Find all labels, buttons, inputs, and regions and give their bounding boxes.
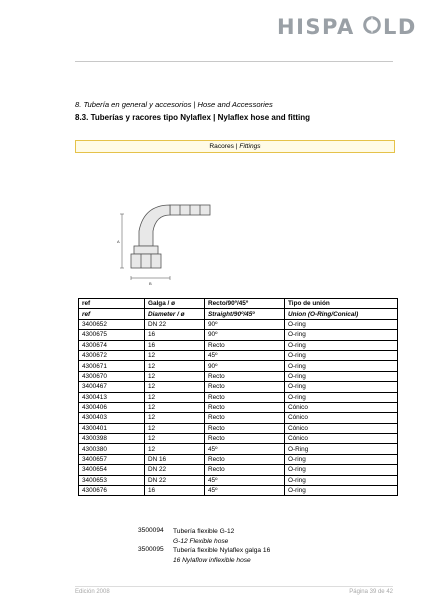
table-cell: Recto	[205, 434, 285, 444]
logo-ring-icon	[363, 16, 381, 34]
table-cell: 4300406	[79, 402, 145, 412]
section-title: 8. Tubería en general y accesorios | Hose and Accessories	[75, 100, 273, 109]
footer-divider	[75, 586, 393, 587]
table-cell: 45º	[205, 350, 285, 360]
subheader-cell: Union (O-Ring/Conical)	[285, 309, 398, 319]
table-cell: 4300401	[79, 423, 145, 433]
fittings-banner	[75, 140, 395, 153]
table-row	[79, 340, 398, 350]
table-cell: O-ring	[285, 392, 398, 402]
table-cell: 12	[145, 350, 205, 360]
table-cell: 12	[145, 402, 205, 412]
hose-desc-es: Tubería flexible G-12	[173, 528, 235, 535]
table-cell: 90º	[205, 330, 285, 340]
table-cell: 3400652	[79, 319, 145, 329]
header-cell: ref	[79, 299, 145, 309]
hose-item	[138, 546, 270, 565]
hose-ref: 3500094	[138, 527, 164, 534]
header-divider	[75, 61, 393, 62]
table-row	[79, 350, 398, 360]
table-cell: Cónico	[285, 402, 398, 412]
header-cell: Tipo de unión	[285, 299, 398, 309]
fittings-label-es: Racores |	[209, 143, 240, 150]
table-cell: O-ring	[285, 319, 398, 329]
table-cell: 4300403	[79, 413, 145, 423]
table-row	[79, 434, 398, 444]
table-cell: 4300671	[79, 361, 145, 371]
table-cell: 90º	[205, 319, 285, 329]
hose-ref: 3500095	[138, 546, 164, 553]
table-cell: 16	[145, 340, 205, 350]
table-cell: O-Ring	[285, 444, 398, 454]
table-cell: 4300413	[79, 392, 145, 402]
elbow-fitting-drawing	[114, 196, 214, 292]
table-cell: O-ring	[285, 486, 398, 496]
table-cell: 45º	[205, 475, 285, 485]
table-cell: 4300398	[79, 434, 145, 444]
table-cell: 45º	[205, 486, 285, 496]
table-cell: 4300675	[79, 330, 145, 340]
table-cell: Recto	[205, 402, 285, 412]
table-subheader-row	[79, 309, 398, 319]
table-row	[79, 402, 398, 412]
table-row	[79, 330, 398, 340]
table-cell: O-ring	[285, 361, 398, 371]
table-cell: 4300670	[79, 371, 145, 381]
table-cell: DN 22	[145, 465, 205, 475]
table-cell: Cónico	[285, 423, 398, 433]
page-number: Página 39 de 42	[349, 589, 393, 595]
table-row	[79, 444, 398, 454]
table-cell: 90º	[205, 361, 285, 371]
subheader-cell: Diameter / ø	[145, 309, 205, 319]
table-row	[79, 454, 398, 464]
logo-text-end: LD	[383, 15, 417, 39]
edition-label: Edición 2008	[75, 589, 110, 595]
table-cell: 3400467	[79, 382, 145, 392]
table-cell: 3400654	[79, 465, 145, 475]
table-cell: DN 22	[145, 475, 205, 485]
table-cell: 12	[145, 413, 205, 423]
dim-a-label: A	[117, 239, 120, 244]
table-cell: 12	[145, 371, 205, 381]
subheader-cell: Straight/90º/45º	[205, 309, 285, 319]
table-cell: O-ring	[285, 371, 398, 381]
table-cell: O-ring	[285, 465, 398, 475]
dim-b-label: B	[149, 281, 152, 286]
table-cell: 3400657	[79, 454, 145, 464]
hose-item	[138, 527, 270, 546]
table-row	[79, 465, 398, 475]
table-row	[79, 423, 398, 433]
table-cell: Cónico	[285, 413, 398, 423]
table-cell: O-ring	[285, 382, 398, 392]
table-cell: Cónico	[285, 434, 398, 444]
subheader-cell: ref	[79, 309, 145, 319]
hose-desc-en: 16 Nylaflow inflexible hose	[173, 556, 251, 564]
hispacold-logo	[277, 14, 417, 40]
table-cell: O-ring	[285, 340, 398, 350]
table-cell: DN 16	[145, 454, 205, 464]
table-cell: Recto	[205, 465, 285, 475]
table-cell: 12	[145, 392, 205, 402]
table-cell: 16	[145, 486, 205, 496]
table-cell: Recto	[205, 454, 285, 464]
table-cell: Recto	[205, 371, 285, 381]
header-cell: Galga / ø	[145, 299, 205, 309]
hose-list	[138, 527, 270, 565]
table-cell: 45º	[205, 444, 285, 454]
table-cell: O-ring	[285, 330, 398, 340]
hose-desc-es: Tubería flexible Nylaflex galga 16	[173, 547, 271, 554]
table-row	[79, 361, 398, 371]
table-cell: 4300674	[79, 340, 145, 350]
table-cell: Recto	[205, 423, 285, 433]
table-row	[79, 486, 398, 496]
table-cell: 12	[145, 423, 205, 433]
table-cell: O-ring	[285, 454, 398, 464]
subsection-title: 8.3. Tuberías y racores tipo Nylaflex | Nylaflex hose and fitting	[75, 113, 311, 122]
table-cell: O-ring	[285, 475, 398, 485]
table-row	[79, 475, 398, 485]
fittings-table	[78, 298, 398, 496]
table-cell: Recto	[205, 413, 285, 423]
table-row	[79, 371, 398, 381]
table-cell: O-ring	[285, 350, 398, 360]
table-cell: 4300676	[79, 486, 145, 496]
table-cell: Recto	[205, 392, 285, 402]
table-cell: 12	[145, 361, 205, 371]
header-cell: Recto/90º/45º	[205, 299, 285, 309]
table-cell: Recto	[205, 382, 285, 392]
table-cell: 4300380	[79, 444, 145, 454]
table-cell: 4300672	[79, 350, 145, 360]
table-row	[79, 382, 398, 392]
table-cell: 12	[145, 434, 205, 444]
table-cell: DN 22	[145, 319, 205, 329]
table-cell: 12	[145, 444, 205, 454]
table-row	[79, 392, 398, 402]
table-row	[79, 319, 398, 329]
table-cell: 16	[145, 330, 205, 340]
fittings-label-en: Fittings	[239, 143, 261, 150]
table-cell: 12	[145, 382, 205, 392]
hose-desc-en: G-12 Flexible hose	[173, 537, 229, 545]
table-header-row	[79, 299, 398, 309]
table-row	[79, 413, 398, 423]
table-cell: Recto	[205, 340, 285, 350]
logo-text-start: HISPA	[277, 15, 355, 39]
table-cell: 3400653	[79, 475, 145, 485]
